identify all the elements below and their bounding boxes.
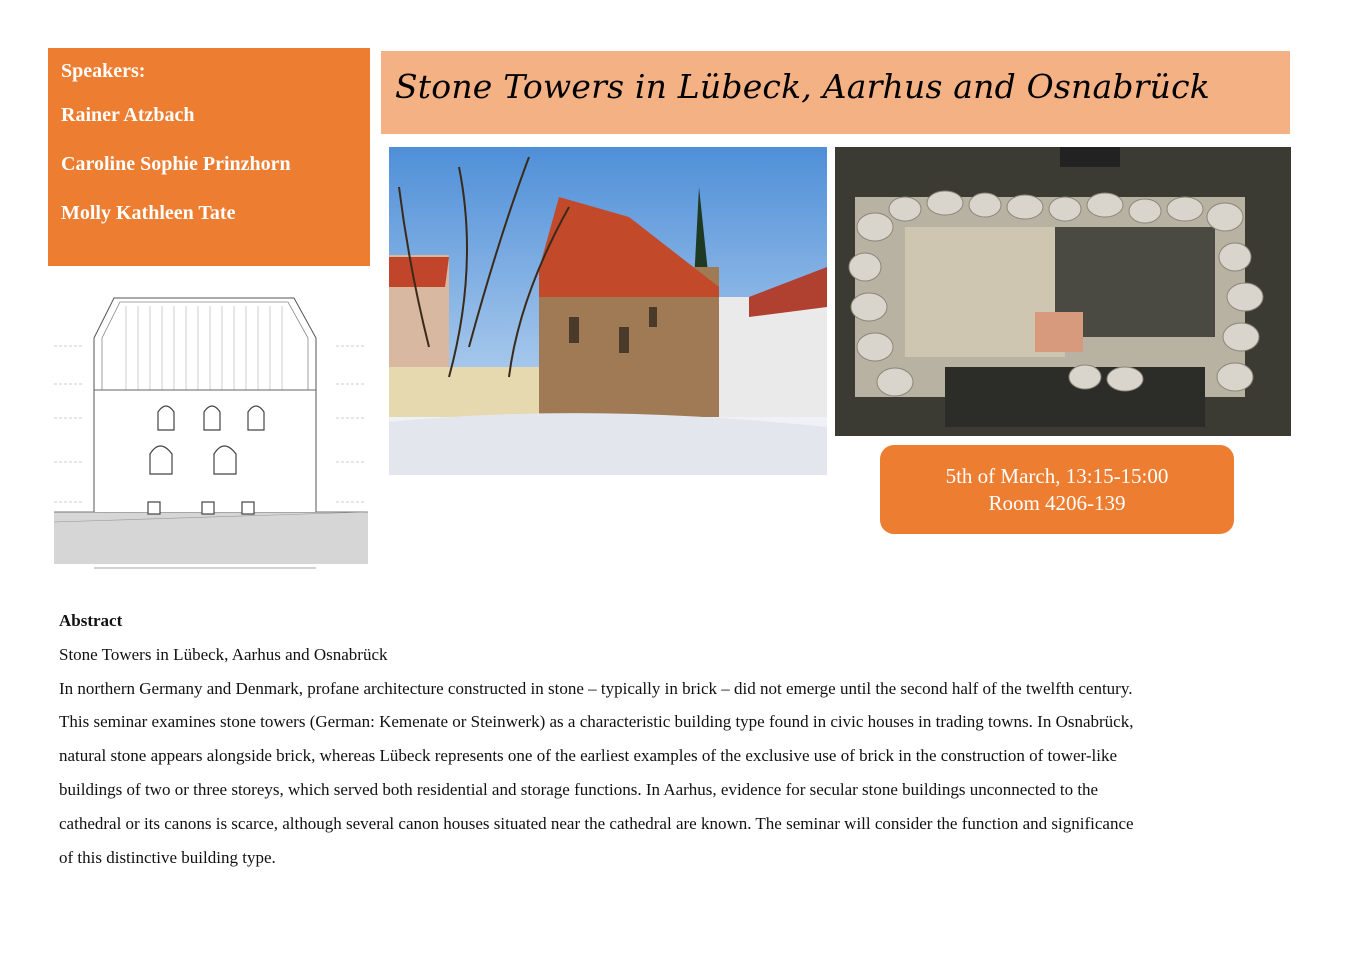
speaker-name-2: Caroline Sophie Prinzhorn [61,153,291,175]
abstract-line: buildings of two or three storeys, which served both residential and storage functions. In Aarhus, evidence for secular stone buildings unconnected to the [59,779,1099,799]
event-info-box [880,445,1234,534]
excavation-photo [835,147,1291,436]
speakers-box [48,48,370,266]
abstract-subtitle: Stone Towers in Lübeck, Aarhus and Osnabrück [59,644,388,664]
stone-house-photo [389,147,827,475]
abstract-line: of this distinctive building type. [59,847,276,867]
speaker-name-1: Rainer Atzbach [61,104,195,126]
page-title: Stone Towers in Lübeck, Aarhus and Osnabrück [395,67,1210,106]
abstract-line: natural stone appears alongside brick, whereas Lübeck represents one of the earliest examples of the exclusive use of brick in the construction of tower-like [59,746,1118,766]
abstract-heading: Abstract [59,611,123,630]
event-date-time: 5th of March, 13:15-15:00 [945,464,1169,488]
speaker-name-3: Molly Kathleen Tate [61,202,236,224]
abstract-line: In northern Germany and Denmark, profane architecture constructed in stone – typically in brick – did not emerge until the second half of the twelfth century. [59,678,1133,698]
abstract-line: cathedral or its canons is scarce, although several canon houses situated near the cathedral are known. The seminar will consider the function and significance [59,813,1134,833]
building-elevation-drawing [54,290,390,572]
speakers-label: Speakers: [61,60,146,82]
event-room: Room 4206-139 [988,491,1126,515]
title-banner [381,51,1290,134]
abstract-section [59,604,1309,874]
abstract-line: This seminar examines stone towers (German: Kemenate or Steinwerk) as a characteristic building type found in civic houses in trading towns. In Osnabrück, [59,712,1134,732]
